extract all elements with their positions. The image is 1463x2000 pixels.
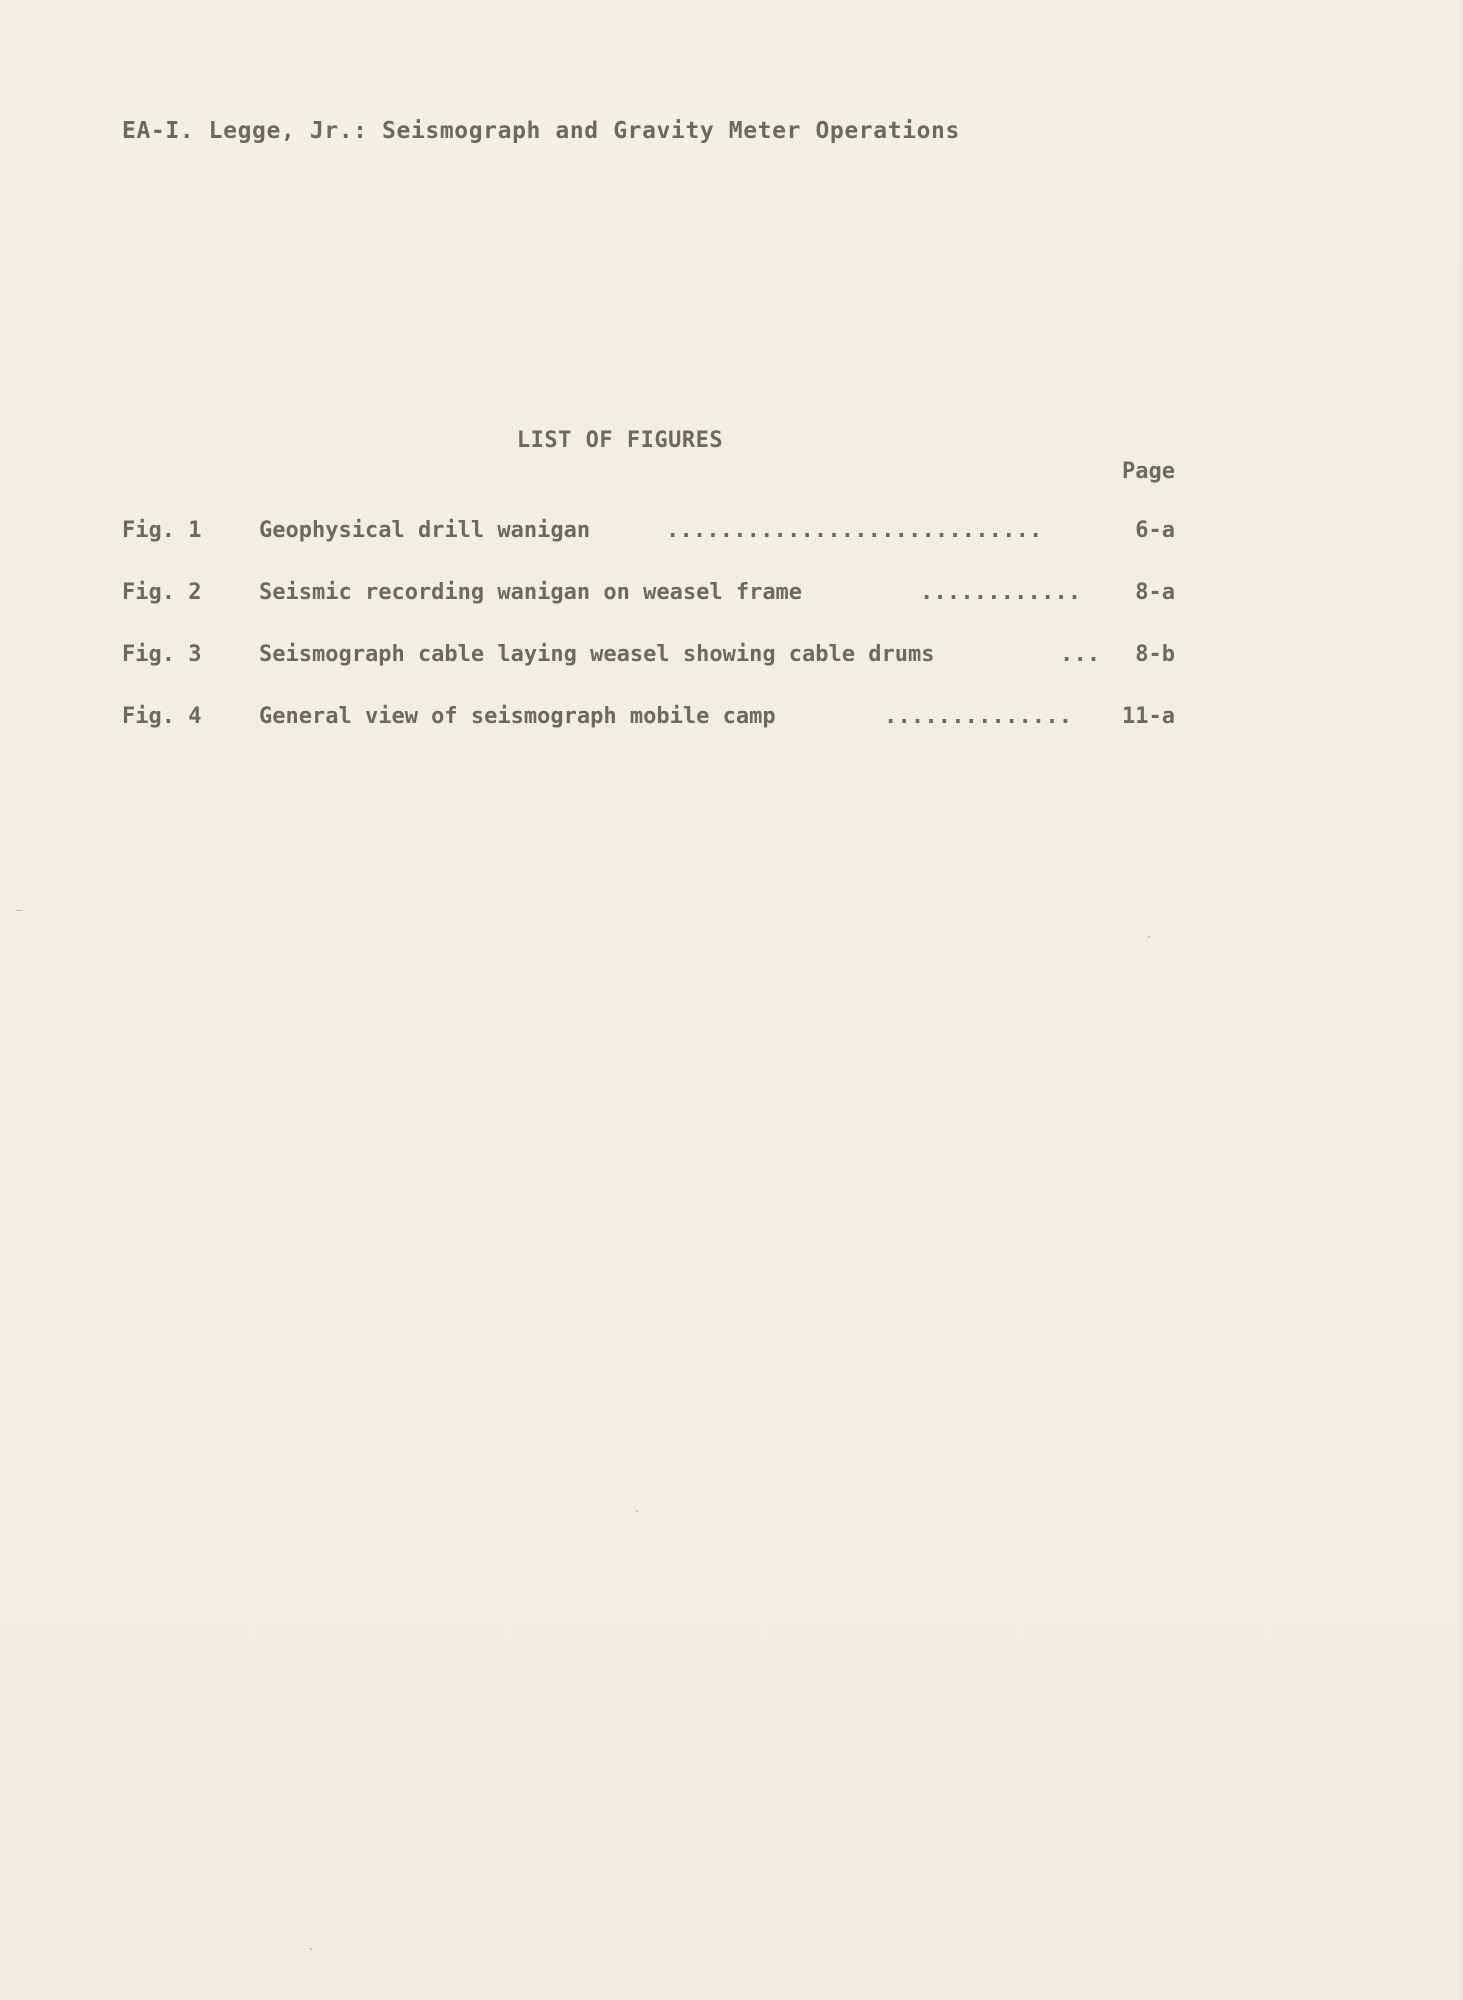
- list-of-figures-title: LIST OF FIGURES: [516, 428, 724, 453]
- paper-speck: [16, 910, 22, 911]
- figure-label: Fig. 4: [122, 704, 202, 729]
- page-column-label: Page: [1122, 459, 1175, 484]
- figure-entry-3: [0, 642, 1463, 676]
- figure-label: Fig. 2: [122, 580, 202, 605]
- figure-title: Seismic recording wanigan on weasel frame: [259, 580, 803, 605]
- dot-leader: ..............: [884, 704, 1073, 729]
- dot-leader: ...: [1060, 642, 1101, 667]
- figure-title: Geophysical drill wanigan: [259, 518, 591, 543]
- figure-page-number: 8-b: [1135, 642, 1175, 667]
- figure-entry-1: [0, 518, 1463, 552]
- dot-leader: ............................: [666, 518, 1043, 543]
- paper-speck: [310, 1948, 312, 1950]
- figure-entry-2: [0, 580, 1463, 614]
- figure-label: Fig. 1: [122, 518, 202, 543]
- figure-page-number: 8-a: [1135, 580, 1175, 605]
- paper-speck: [1148, 936, 1150, 938]
- paper-speck: [636, 1510, 638, 1512]
- paper-edge: [1457, 0, 1463, 2000]
- dot-leader: ............: [920, 580, 1082, 605]
- figure-label: Fig. 3: [122, 642, 202, 667]
- figure-entry-4: [0, 704, 1463, 738]
- figure-page-number: 6-a: [1135, 518, 1175, 543]
- figure-title: General view of seismograph mobile camp: [259, 704, 776, 729]
- running-header: EA-I. Legge, Jr.: Seismograph and Gravity Meter Operations: [122, 118, 960, 144]
- figure-title: Seismograph cable laying weasel showing cable drums: [259, 642, 935, 667]
- figure-page-number: 11-a: [1122, 704, 1175, 729]
